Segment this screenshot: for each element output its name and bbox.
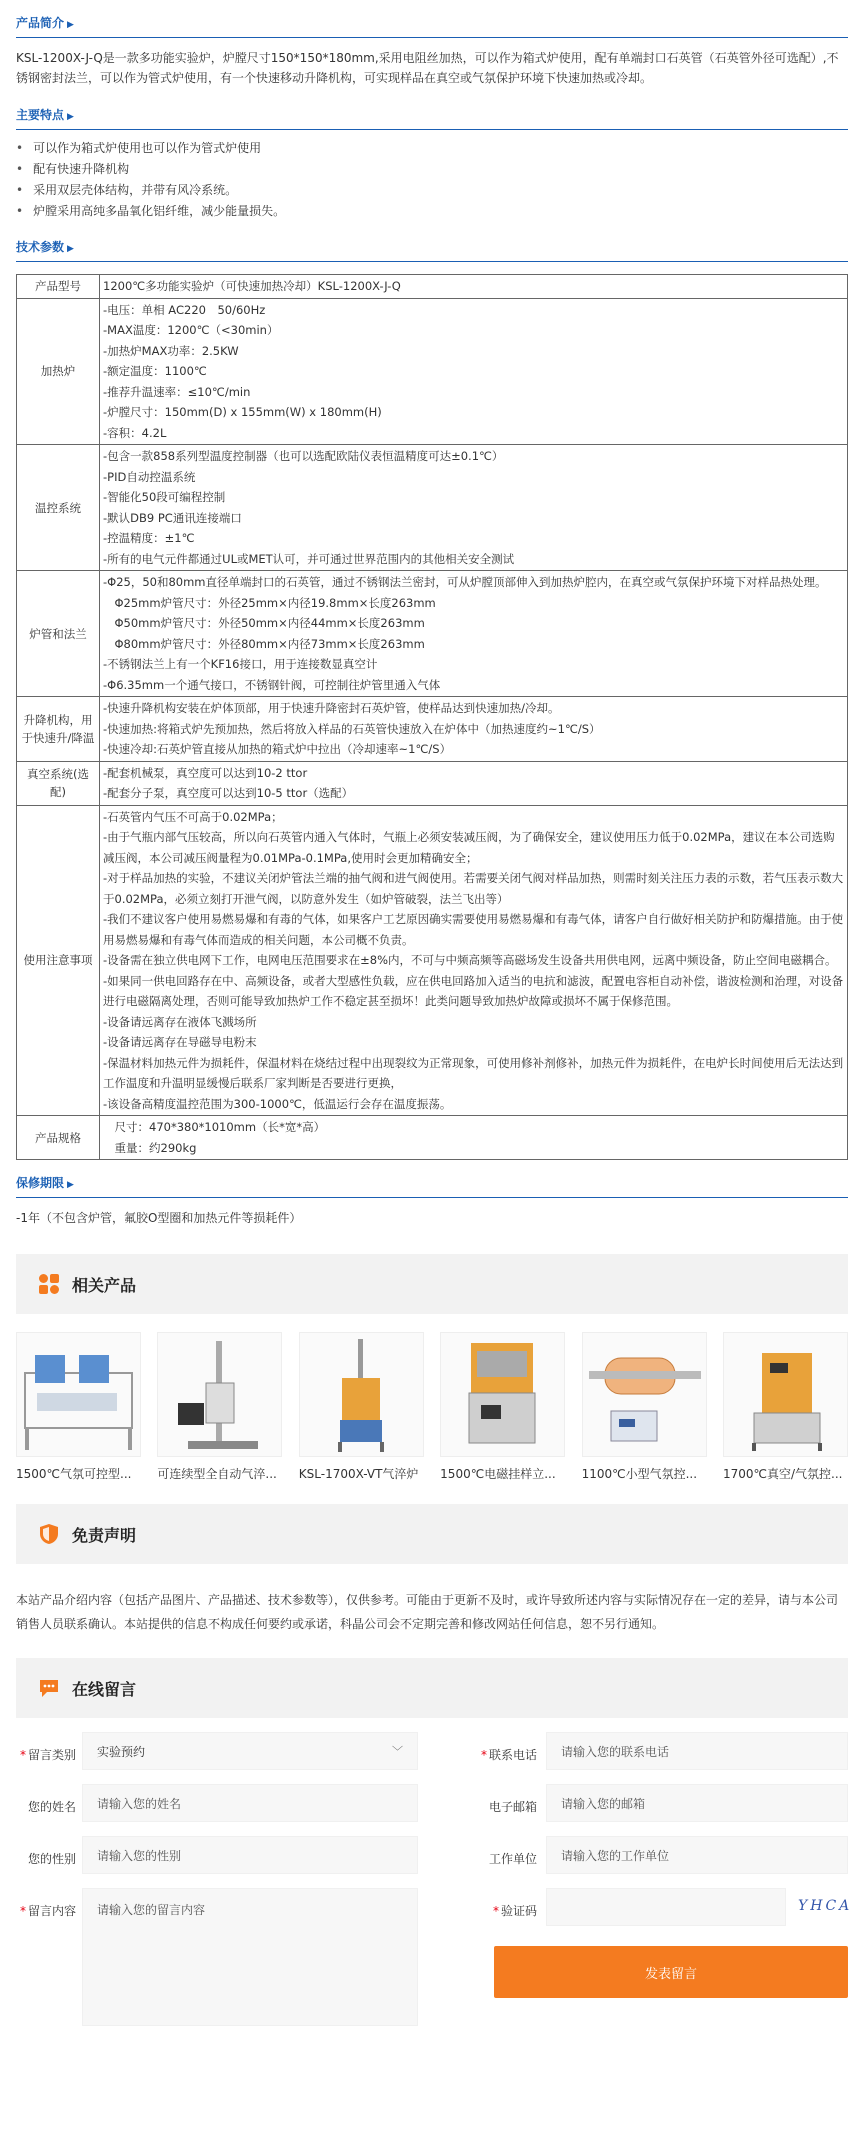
spec-line: 1200℃多功能实验炉（可快速加热冷却）KSL-1200X-J-Q <box>103 279 401 293</box>
captcha-input[interactable] <box>546 1888 786 1926</box>
product-name[interactable]: 1100℃小型气氛控... <box>581 1467 698 1481</box>
type-label-text: 留言类别 <box>27 1748 76 1762</box>
phone-input[interactable]: 请输入您的联系电话 <box>546 1732 848 1770</box>
triangle-right-icon: ▶ <box>67 244 74 254</box>
feature-item: • 采用双层壳体结构，并带有风冷系统。 <box>16 180 848 201</box>
intro-heading <box>16 14 848 38</box>
spec-line: -默认DB9 PC通讯连接端口 <box>103 510 242 525</box>
type-label <box>16 1746 76 1763</box>
related-products <box>16 1314 848 1482</box>
spec-line: -智能化50段可编程控制 <box>103 490 226 504</box>
features-list <box>16 130 848 224</box>
spec-row <box>17 1116 848 1160</box>
spec-line: -配套机械泵，真空度可以达到10-2 ttor <box>103 765 308 780</box>
rotary-furnace-icon <box>583 1333 706 1456</box>
spec-key: 温控系统 <box>17 445 100 571</box>
spec-key: 产品规格 <box>17 1116 100 1160</box>
spec-line: -设备请远离存在液体飞溅场所 <box>103 1014 257 1029</box>
product-name[interactable]: 可连续型全自动气淬... <box>157 1467 277 1481</box>
submit-button[interactable]: 发表留言 <box>494 1946 848 1998</box>
related-title: 相关产品 <box>72 1275 137 1295</box>
spec-table <box>16 274 848 1160</box>
spec-line: -由于气瓶内部气压较高，所以向石英管内通入气体时，气瓶上必须安装减压阀，为了确保安全，建议使用压力低于0.02MPa，建议在本公司选购减压阀，本公司减压阀量程为0.01MPa-0.1MPa,使用时会更加精确安全； <box>103 830 835 865</box>
spec-line: -设备需在独立供电网下工作，电网电压范围要求在±8%内，不可与中频高频等高磁场发生设备共用供电网，远离中频设备，防止空间电磁耦合。 <box>103 953 837 967</box>
product-name[interactable]: 1500℃气氛可控型... <box>16 1467 132 1481</box>
spec-line: Φ25mm炉管尺寸：外径25mm×内径19.8mm×长度263mm <box>103 595 436 610</box>
spec-line: -PID自动控温系统 <box>103 469 196 484</box>
product-name[interactable]: 1500℃电磁挂样立... <box>440 1467 556 1481</box>
spec-line: -加热炉MAX功率：2.5KW <box>103 343 239 358</box>
type-select[interactable] <box>82 1732 418 1770</box>
company-input[interactable]: 请输入您的工作单位 <box>546 1836 848 1874</box>
gender-input[interactable]: 请输入您的性别 <box>82 1836 418 1874</box>
specs-title: 技术参数 <box>16 240 65 254</box>
spec-line: -额定温度：1100℃ <box>103 364 207 378</box>
product-name[interactable]: 1700℃真空/气氛控... <box>722 1467 843 1481</box>
product-image[interactable] <box>440 1332 565 1457</box>
product-image[interactable] <box>723 1332 848 1457</box>
specs-heading <box>16 238 848 262</box>
spec-line: -保温材料加热元件为损耗件，保温材料在烧结过程中出现裂纹为正常现象，可使用修补剂修补，加热元件为损耗件，在电炉长时间使用后无法达到工作温度和升温明显缓慢后联系厂家判断是否要进行更换， <box>103 1055 844 1090</box>
spec-line: Φ80mm炉管尺寸：外径80mm×内径73mm×长度263mm <box>103 636 425 651</box>
gender-label: 您的性别 <box>27 1852 76 1866</box>
chat-bubble-icon <box>38 1677 60 1699</box>
captcha-label-text: 验证码 <box>500 1904 537 1918</box>
spec-line: -电压：单相 AC220 50/60Hz <box>103 302 266 317</box>
spec-line: -控温精度：±1℃ <box>103 531 195 545</box>
spec-row <box>17 298 848 445</box>
captcha-label <box>461 1902 537 1919</box>
related-product-card[interactable] <box>157 1332 282 1482</box>
message-form <box>16 1732 853 2032</box>
triangle-right-icon: ▶ <box>67 20 74 30</box>
spec-line: -石英管内气压不可高于0.02MPa； <box>103 809 283 824</box>
quench-furnace-icon <box>158 1333 281 1456</box>
vertical-furnace-icon <box>300 1333 423 1456</box>
shield-icon <box>38 1523 60 1545</box>
related-header <box>16 1254 848 1314</box>
related-product-card[interactable] <box>299 1332 424 1482</box>
message-header <box>16 1658 848 1718</box>
levitation-furnace-icon <box>441 1333 564 1456</box>
spec-key: 加热炉 <box>17 298 100 445</box>
spec-line: 尺寸：470*380*1010mm（长*宽*高） <box>103 1120 326 1134</box>
spec-value <box>100 1116 848 1160</box>
spec-line: -所有的电气元件都通过UL或MET认可，并可通过世界范围内的其他相关安全测试 <box>103 551 515 566</box>
product-name[interactable]: KSL-1700X-VT气淬炉 <box>298 1467 419 1481</box>
spec-value <box>100 761 848 805</box>
required-mark: * <box>492 1904 499 1918</box>
spec-row <box>17 445 848 571</box>
spec-line: -容积：4.2L <box>103 425 167 440</box>
feature-item: • 配有快速升降机构 <box>16 159 848 180</box>
product-image[interactable] <box>299 1332 424 1457</box>
phone-label-text: 联系电话 <box>488 1748 537 1762</box>
email-label: 电子邮箱 <box>488 1800 537 1814</box>
feature-item: • 可以作为箱式炉使用也可以作为管式炉使用 <box>16 138 848 159</box>
spec-line: -炉膛尺寸：150mm(D) x 155mm(W) x 180mm(H) <box>103 405 382 419</box>
email-input[interactable]: 请输入您的邮箱 <box>546 1784 848 1822</box>
company-label: 工作单位 <box>488 1852 537 1866</box>
spec-line: Φ50mm炉管尺寸：外径50mm×内径44mm×长度263mm <box>103 616 425 630</box>
spec-line: -我们不建议客户使用易燃易爆和有毒的气体，如果客户工艺原因确实需要使用易燃易爆和有毒气体，请客户自行做好相关防护和防爆措施。由于使用易燃易爆和有毒气体而造成的相关问题，本公司概不负责。 <box>103 912 844 947</box>
spec-line: 重量：约290kg <box>103 1140 197 1155</box>
page <box>0 14 860 2056</box>
spec-key: 使用注意事项 <box>17 805 100 1116</box>
related-product-card[interactable] <box>440 1332 565 1482</box>
feature-item: • 炉膛采用高纯多晶氧化铝纤维，减少能量损失。 <box>16 201 848 222</box>
spec-row <box>17 761 848 805</box>
content-textarea[interactable]: 请输入您的留言内容 <box>82 1888 418 2026</box>
spec-key: 升降机构，用于快速升/降温 <box>17 697 100 762</box>
triangle-right-icon: ▶ <box>67 1180 74 1190</box>
required-mark: * <box>19 1904 26 1918</box>
spec-value <box>100 805 848 1116</box>
content-label-text: 留言内容 <box>27 1904 76 1918</box>
spec-line: -该设备高精度温控范围为300-1000℃，低温运行会存在温度振荡。 <box>103 1096 452 1111</box>
spec-key: 炉管和法兰 <box>17 571 100 697</box>
intro-text: KSL-1200X-J-Q是一款多功能实验炉，炉膛尺寸150*150*180mm,采用电阻丝加热，可以作为箱式炉使用，配有单端封口石英管（石英管外径可选配）,不锈钢密封法兰，可以作为管式炉使用，有一个快速移动升降机构，可实现样品在真空或气氛保护环境下快速加热或冷却。 <box>16 51 839 85</box>
required-mark: * <box>19 1748 26 1762</box>
product-image[interactable] <box>582 1332 707 1457</box>
spec-key: 真空系统(选配) <box>17 761 100 805</box>
spec-value <box>100 697 848 762</box>
required-mark: * <box>480 1748 487 1762</box>
spec-line: -包含一款858系列型温度控制器（也可以选配欧陆仪表恒温精度可达±0.1℃） <box>103 449 504 463</box>
chevron-down-icon: ﹀ <box>392 1745 403 1758</box>
warranty-text: -1年（不包含炉管，氟胶O型圈和加热元件等损耗件） <box>16 1211 302 1225</box>
spec-row <box>17 805 848 1116</box>
triangle-right-icon: ▶ <box>67 112 74 122</box>
product-image[interactable] <box>157 1332 282 1457</box>
warranty-title: 保修期限 <box>16 1176 65 1190</box>
spec-value <box>100 571 848 697</box>
type-select-value: 实验预约 <box>97 1744 146 1759</box>
disclaimer-header <box>16 1504 848 1564</box>
grid-flower-icon <box>38 1273 60 1295</box>
captcha-image[interactable]: YHCA <box>798 1898 853 1914</box>
spec-line: -快速冷却:石英炉管直接从加热的箱式炉中拉出（冷却速率~1℃/S） <box>103 742 452 756</box>
disclaimer-title: 免责声明 <box>72 1525 137 1545</box>
disclaimer-text: 本站产品介绍内容（包括产品图片、产品描述、技术参数等），仅供参考。可能由于更新不及时，或许导致所述内容与实际情况存在一定的差异，请与本公司销售人员联系确认。本站提供的信息不构成任何要约或承诺，科晶公司会不定期完善和修改网站任何信息，恕不另行通知。 <box>16 1593 839 1631</box>
spec-line: -不锈钢法兰上有一个KF16接口，用于连接数显真空计 <box>103 657 378 671</box>
spec-line: -快速升降机构安装在炉体顶部，用于快速升降密封石英炉管，使样品达到快速加热/冷却。 <box>103 701 560 715</box>
spec-line: -Φ25，50和80mm直径单端封口的石英管，通过不锈钢法兰密封，可从炉膛顶部伸入到加热炉腔内，在真空或气氛保护环境下对样品热处理。 <box>103 575 827 589</box>
features-title: 主要特点 <box>16 108 65 122</box>
vacuum-furnace-icon <box>724 1333 847 1456</box>
warranty-heading <box>16 1174 848 1198</box>
phone-label <box>461 1746 537 1763</box>
intro-title: 产品简介 <box>16 16 65 30</box>
spec-line: -MAX温度：1200℃（<30min） <box>103 323 279 337</box>
message-title: 在线留言 <box>72 1679 137 1699</box>
related-product-card[interactable] <box>723 1332 848 1482</box>
spec-row <box>17 571 848 697</box>
spec-value <box>100 445 848 571</box>
spec-key: 产品型号 <box>17 275 100 299</box>
related-product-card[interactable] <box>582 1332 707 1482</box>
spec-line: -设备请远离存在导磁导电粉末 <box>103 1035 257 1049</box>
spec-value <box>100 275 848 299</box>
related-product-card[interactable] <box>16 1332 141 1482</box>
spec-line: -Φ6.35mm一个通气接口，不锈钢针阀，可控制往炉管里通入气体 <box>103 677 441 692</box>
features-heading <box>16 106 848 130</box>
spec-line: -配套分子泵，真空度可以达到10-5 ttor（选配） <box>103 786 354 800</box>
spec-line: -推荐升温速率：≤10℃/min <box>103 384 251 399</box>
spec-line: -快速加热:将箱式炉先预加热，然后将放入样品的石英管快速放入在炉体中（加热速度约~1℃/S） <box>103 721 601 736</box>
spec-row <box>17 275 848 299</box>
spec-line: -如果同一供电回路存在中、高频设备，或者大型感性负载，应在供电回路加入适当的电抗和滤波，配置电容柜自动补偿，谐波检测和治理，对设备进行电磁隔离处理，否则可能导致加热炉工作不稳定甚至损坏！此类问题导致加热炉故障或损坏不属于保修范围。 <box>103 973 844 1008</box>
spec-value <box>100 298 848 445</box>
product-image[interactable] <box>16 1332 141 1457</box>
furnace-system-icon <box>17 1333 140 1456</box>
name-label: 您的姓名 <box>27 1800 76 1814</box>
name-input[interactable]: 请输入您的姓名 <box>82 1784 418 1822</box>
spec-row <box>17 697 848 762</box>
content-label <box>16 1902 76 1919</box>
spec-line: -对于样品加热的实验，不建议关闭炉管法兰端的抽气阀和进气阀使用。若需要关闭气阀对样品加热，则需时刻关注压力表的示数，若气压表示数大于0.02MPa，必须立刻打开泄气阀，以防意外发生（如炉管破裂，法兰飞出等） <box>103 871 844 906</box>
